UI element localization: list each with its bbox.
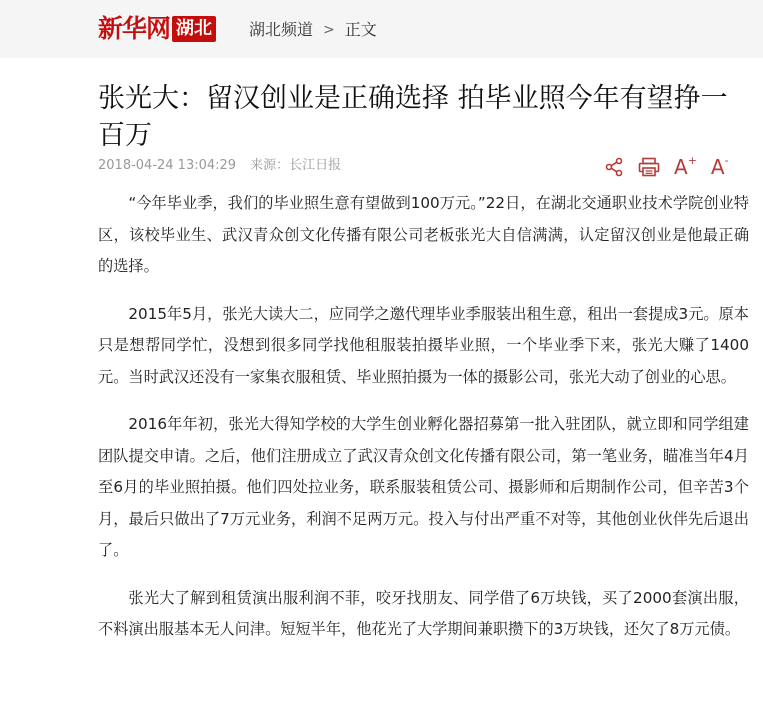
article-meta: [98, 157, 341, 175]
article-toolbar: [604, 154, 729, 180]
top-bar: [0, 0, 763, 58]
logo-region-badge: 湖北: [172, 16, 216, 42]
source-info: [250, 157, 341, 175]
source-name: 长江日报: [289, 158, 342, 173]
article-paragraph: 张光大了解到租赁演出服利润不菲，咬牙找朋友、同学借了6万块钱，买了2000套演出服，不料演出服基本无人问津。短短半年，他花光了大学期间兼职攒下的3万块钱，还欠了8万元债。: [98, 588, 749, 638]
logo-main-text: 新华网: [98, 14, 171, 43]
font-decrease-icon[interactable]: [711, 154, 729, 180]
article-body: [98, 188, 749, 662]
print-icon[interactable]: [638, 157, 660, 177]
publish-datetime: 2018-04-24 13:04:29: [98, 158, 237, 173]
font-increase-sign: +: [687, 154, 697, 167]
site-logo[interactable]: [98, 12, 216, 46]
font-decrease-label: A: [710, 155, 725, 179]
breadcrumb: [249, 20, 377, 40]
article-title: 张光大：留汉创业是正确选择 拍毕业照今年有望挣一百万: [98, 83, 728, 151]
breadcrumb-channel-link[interactable]: 湖北频道: [249, 20, 314, 39]
font-increase-icon[interactable]: [674, 154, 697, 180]
article-paragraph: 2015年5月，张光大读大二，应同学之邀代理毕业季服装出租生意，租出一套提成3元。原本只是想帮同学忙，没想到很多同学找他租服装拍摄毕业照，一个毕业季下来，张光大赚了1400元。当时武汉还没有一家集衣服租赁、毕业照拍摄为一体的摄影公司，张光大动了创业的心思。: [98, 304, 749, 386]
share-icon[interactable]: [604, 157, 624, 177]
font-decrease-sign: -: [724, 154, 729, 167]
source-label: 来源：: [250, 158, 290, 173]
chevron-right-icon: >: [323, 22, 335, 38]
article-paragraph: 2016年年初，张光大得知学校的大学生创业孵化器招募第一批入驻团队，就立即和同学组建团队提交申请。之后，他们注册成立了武汉青众创文化传播有限公司，第一笔业务，瞄准当年4月至6月的毕业照拍摄。他们四处拉业务，联系服装租赁公司、摄影师和后期制作公司，但辛苦3个月，最后只做出了7万元业务，利润不足两万元。投入与付出严重不对等，其他创业伙伴先后退出了。: [98, 415, 749, 559]
font-increase-label: A: [674, 155, 688, 179]
breadcrumb-current: 正文: [344, 20, 377, 39]
article-paragraph: “今年毕业季，我们的毕业照生意有望做到100万元。”22日，在湖北交通职业技术学院创业特区，该校毕业生、武汉青众创文化传播有限公司老板张光大自信满满，认定留汉创业是他最正确的选择。: [98, 194, 749, 275]
